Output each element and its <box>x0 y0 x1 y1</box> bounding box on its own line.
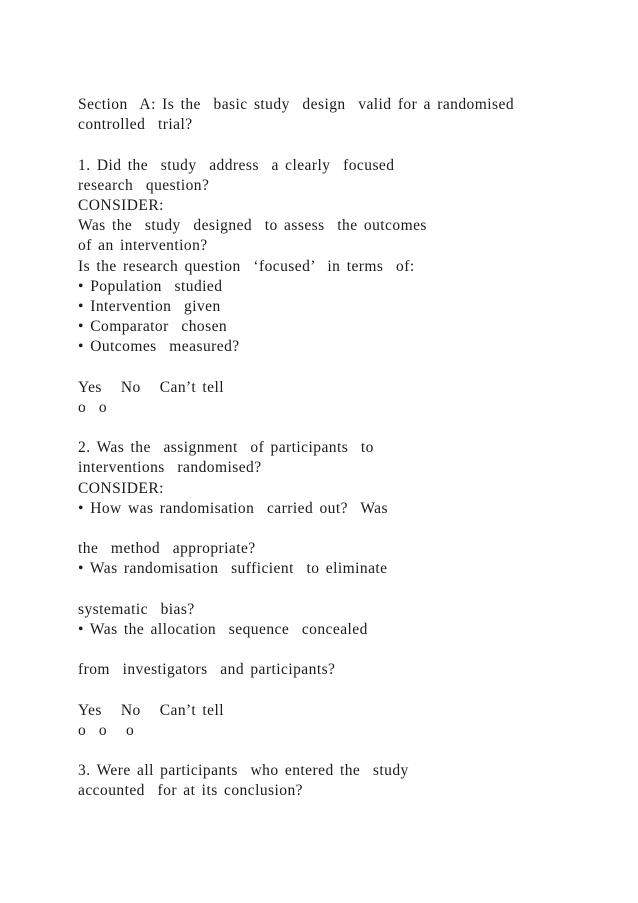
question-2-line-1: 2. Was the assignment of participants to <box>78 439 374 457</box>
blank-line <box>78 135 598 155</box>
section-a-heading-line-1: Section A: Is the basic study design valid for a randomised <box>78 96 515 113</box>
bullet-outcomes: • Outcomes measured? <box>78 338 240 356</box>
blank-line <box>78 580 598 600</box>
question-3-line-1: 3. Were all participants who entered the study <box>78 762 409 780</box>
bullet-comparator: • Comparator chosen <box>78 318 228 336</box>
answer-options-q2: Yes No Can’t tell <box>78 701 225 719</box>
blank-line <box>78 680 598 700</box>
question-1-consider-line-3: Is the research question ‘focused’ in terms of: <box>78 257 415 275</box>
bullet-allocation-concealed-cont: from investigators and participants? <box>78 661 336 679</box>
question-1-consider-line-2: of an intervention? <box>78 237 208 255</box>
consider-label: CONSIDER: <box>78 479 164 497</box>
question-2-line-2: interventions randomised? <box>78 459 262 477</box>
answer-options-q1: Yes No Can’t tell <box>78 378 225 396</box>
bullet-allocation-concealed: • Was the allocation sequence concealed <box>78 620 368 638</box>
answer-marks-q2: o o o <box>78 721 135 739</box>
bullet-randomisation-method: • How was randomisation carried out? Was <box>78 499 388 517</box>
question-1-line-2: research question? <box>78 176 210 194</box>
section-a-heading-line-2: controlled trial? <box>78 116 193 134</box>
bullet-intervention: • Intervention given <box>78 297 221 315</box>
blank-line <box>78 741 598 761</box>
bullet-randomisation-sufficient-cont: systematic bias? <box>78 600 195 618</box>
blank-line <box>78 357 598 377</box>
bullet-population: • Population studied <box>78 277 223 295</box>
blank-line <box>78 640 598 660</box>
bullet-randomisation-sufficient: • Was randomisation sufficient to eliminate <box>78 560 388 578</box>
question-1-consider-line-1: Was the study designed to assess the outcomes <box>78 217 427 235</box>
bullet-randomisation-method-cont: the method appropriate? <box>78 540 256 558</box>
blank-line <box>78 418 598 438</box>
consider-label: CONSIDER: <box>78 196 164 214</box>
question-1-line-1: 1. Did the study address a clearly focused <box>78 156 395 174</box>
blank-line <box>78 519 598 539</box>
answer-marks-q1: o o <box>78 398 108 416</box>
document-text <box>78 95 598 802</box>
question-3-line-2: accounted for at its conclusion? <box>78 782 303 800</box>
